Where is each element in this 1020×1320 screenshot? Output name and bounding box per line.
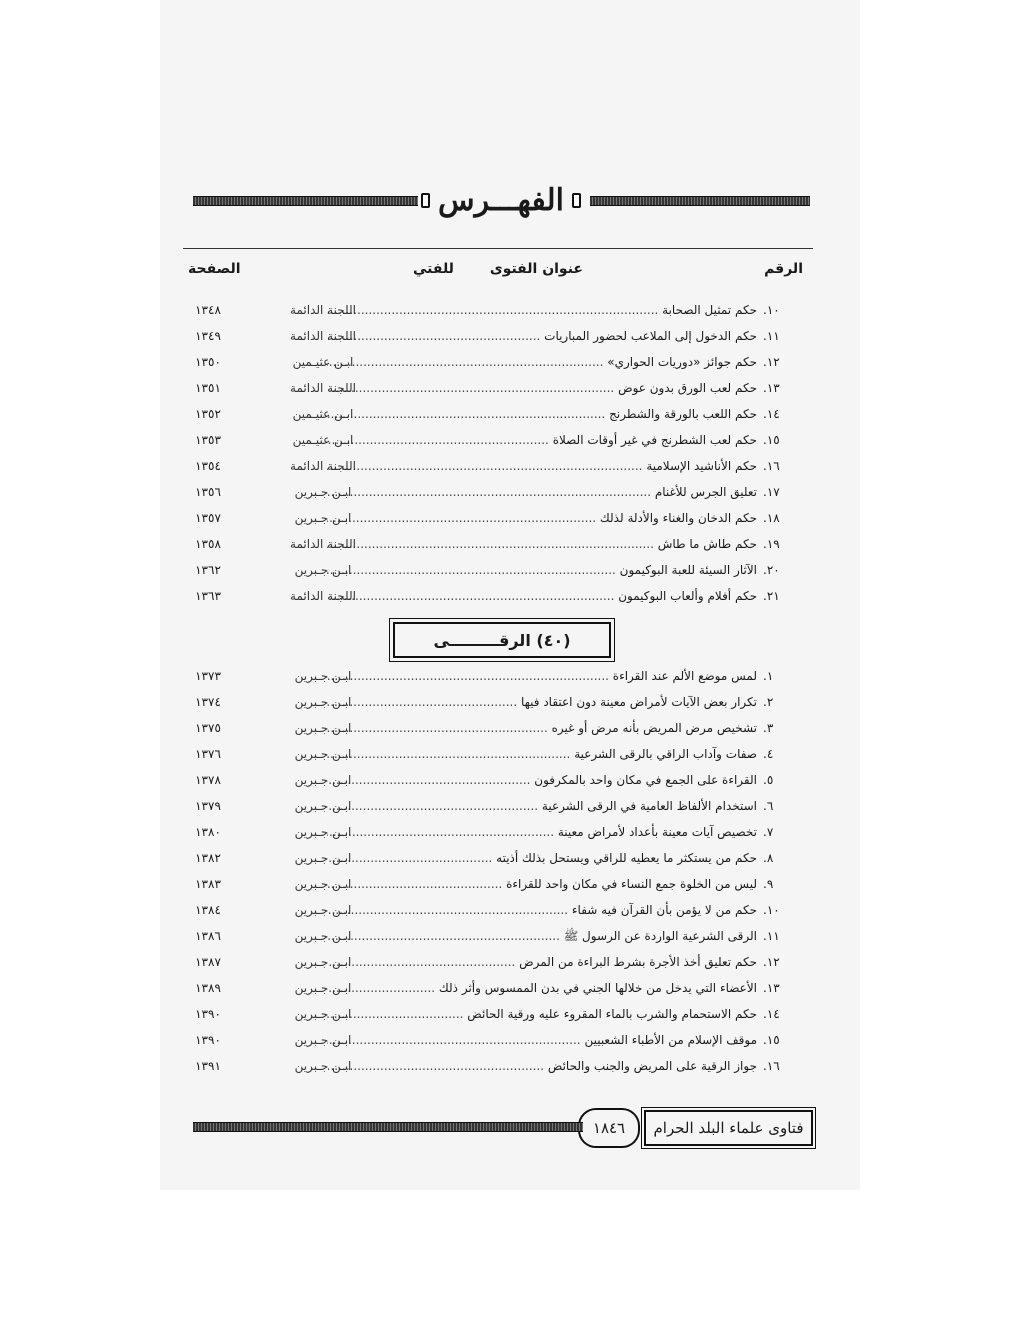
- entry-mufti: ابـن جـبرين: [294, 981, 352, 995]
- entry-page: ١٣٦٣: [195, 589, 221, 603]
- entry-page: ١٣٨٧: [195, 955, 221, 969]
- index-row: [183, 557, 803, 583]
- index-list-1: [183, 297, 803, 609]
- entry-page: ١٣٩١: [195, 1059, 221, 1073]
- entry-page: ١٣٤٨: [195, 303, 221, 317]
- entry-mufti: ابـن جـبرين: [294, 903, 352, 917]
- index-row: [183, 897, 803, 923]
- entry-mufti: اللجنة الدائمة: [290, 537, 356, 551]
- entry-mufti: ابـن عثيـمين: [292, 355, 354, 369]
- index-row: [183, 479, 803, 505]
- entry-title: حكم جوائز «دوريات الحواري» .....: [327, 349, 757, 375]
- entry-title: حكم اللعب بالورقة والشطرنج .....: [327, 401, 757, 427]
- entry-title: حكم طاش ما طاش .....: [327, 531, 757, 557]
- section-heading: (٤٠) الرقـــــــــى: [393, 622, 611, 658]
- entry-number: ٥.: [763, 773, 774, 787]
- header-page: الصفحة: [188, 261, 241, 277]
- entry-page: ١٣٥٠: [195, 355, 221, 369]
- entry-mufti: ابـن جـبرين: [294, 851, 352, 865]
- entry-mufti: اللجنة الدائمة: [290, 459, 356, 473]
- entry-mufti: ابـن جـبرين: [294, 721, 352, 735]
- title-box: [421, 180, 581, 220]
- entry-page: ١٣٥٣: [195, 433, 221, 447]
- entry-number: ٨.: [763, 851, 774, 865]
- title-rule-right: [590, 196, 810, 206]
- entry-number: ١٦.: [763, 1059, 780, 1073]
- entry-title: القراءة على الجمع في مكان واحد بالمكرفون .....: [327, 767, 757, 793]
- entry-number: ١٤.: [763, 1007, 780, 1021]
- entry-page: ١٣٨٣: [195, 877, 221, 891]
- index-row: [183, 349, 803, 375]
- entry-page: ١٣٥٦: [195, 485, 221, 499]
- entry-number: ١٤.: [763, 407, 780, 421]
- index-row: [183, 793, 803, 819]
- entry-page: ١٣٥٧: [195, 511, 221, 525]
- entry-title: حكم من يستكثر ما يعطيه للراقي ويستحل بذلك أذيته .....: [327, 845, 757, 871]
- entry-title: صفات وآداب الراقي بالرقى الشرعية .....: [327, 741, 757, 767]
- entry-number: ١٨.: [763, 511, 780, 525]
- entry-title: حكم من لا يؤمن بأن القرآن فيه شفاء .....: [327, 897, 757, 923]
- entry-title: جواز الرقية على المريض والجنب والحائض .....: [327, 1053, 757, 1079]
- entry-number: ٣.: [763, 721, 774, 735]
- entry-page: ١٣٨٠: [195, 825, 221, 839]
- entry-number: ٩.: [763, 877, 774, 891]
- entry-number: ١٩.: [763, 537, 780, 551]
- entry-number: ٢.: [763, 695, 774, 709]
- entry-mufti: ابـن عثيـمين: [292, 433, 354, 447]
- entry-page: ١٣٦٢: [195, 563, 221, 577]
- entry-title: تكرار بعض الآيات لأمراض معينة دون اعتقاد فيها .....: [327, 689, 757, 715]
- index-row: [183, 401, 803, 427]
- entry-number: ١١.: [763, 929, 780, 943]
- header-mufti: للفتي: [413, 261, 454, 277]
- entry-mufti: ابـن جـبرين: [294, 825, 352, 839]
- entry-title: حكم لعب الشطرنج في غير أوقات الصلاة .....: [327, 427, 757, 453]
- entry-mufti: ابـن جـبرين: [294, 929, 352, 943]
- entry-mufti: اللجنة الدائمة: [290, 589, 356, 603]
- index-row: [183, 871, 803, 897]
- column-headers: [183, 248, 813, 279]
- entry-mufti: ابـن جـبرين: [294, 563, 352, 577]
- entry-mufti: ابـن جـبرين: [294, 799, 352, 813]
- entry-number: ١٥.: [763, 433, 780, 447]
- entry-mufti: ابـن جـبرين: [294, 1059, 352, 1073]
- header-title: عنوان الفتوى: [489, 261, 583, 277]
- entry-number: ١٢.: [763, 955, 780, 969]
- index-list-2: [183, 663, 803, 1079]
- entry-number: ١٢.: [763, 355, 780, 369]
- entry-title: تشخيص مرض المريض بأنه مرض أو غيره .....: [327, 715, 757, 741]
- entry-number: ٢٠.: [763, 563, 780, 577]
- entry-page: ١٣٥١: [195, 381, 221, 395]
- index-row: [183, 531, 803, 557]
- entry-mufti: ابـن جـبرين: [294, 955, 352, 969]
- entry-mufti: ابـن عثيـمين: [292, 407, 354, 421]
- entry-title: حكم أفلام وألعاب البوكيمون .....: [327, 583, 757, 609]
- entry-page: ١٣٧٣: [195, 669, 221, 683]
- entry-number: ١٧.: [763, 485, 780, 499]
- entry-page: ١٣٨٤: [195, 903, 221, 917]
- entry-page: ١٣٨٢: [195, 851, 221, 865]
- entry-title: موقف الإسلام من الأطباء الشعبيين .....: [327, 1027, 757, 1053]
- square-ornament-icon: [572, 193, 581, 208]
- entry-mufti: ابـن جـبرين: [294, 511, 352, 525]
- entry-page: ١٣٤٩: [195, 329, 221, 343]
- index-row: [183, 923, 803, 949]
- entry-number: ٤.: [763, 747, 774, 761]
- entry-mufti: ابـن جـبرين: [294, 485, 352, 499]
- entry-mufti: ابـن جـبرين: [294, 877, 352, 891]
- entry-title: الآثار السيئة للعبة البوكيمون .....: [327, 557, 757, 583]
- index-row: [183, 297, 803, 323]
- entry-number: ٧.: [763, 825, 774, 839]
- entry-title: حكم الأناشيد الإسلامية .....: [327, 453, 757, 479]
- index-row: [183, 427, 803, 453]
- entry-number: ٦.: [763, 799, 774, 813]
- page-footer: [193, 1108, 813, 1148]
- entry-title: استخدام الألفاظ العامية في الرقى الشرعية .....: [327, 793, 757, 819]
- entry-title: حكم الاستحمام والشرب بالماء المقروء عليه ورقية الحائض .....: [327, 1001, 757, 1027]
- entry-number: ٢١.: [763, 589, 780, 603]
- entry-mufti: ابـن جـبرين: [294, 773, 352, 787]
- entry-mufti: ابـن جـبرين: [294, 1033, 352, 1047]
- page-title: الفهـــرس: [437, 182, 565, 218]
- entry-number: ١٦.: [763, 459, 780, 473]
- index-row: [183, 715, 803, 741]
- entry-page: ١٣٧٤: [195, 695, 221, 709]
- title-rule-left: [193, 196, 418, 206]
- footer-rule: [193, 1122, 583, 1132]
- index-row: [183, 375, 803, 401]
- entry-number: ١١.: [763, 329, 780, 343]
- index-row: [183, 975, 803, 1001]
- entry-number: ١٣.: [763, 981, 780, 995]
- entry-number: ١٥.: [763, 1033, 780, 1047]
- index-row: [183, 949, 803, 975]
- index-row: [183, 1001, 803, 1027]
- entry-page: ١٣٧٥: [195, 721, 221, 735]
- entry-page: ١٣٥٤: [195, 459, 221, 473]
- index-row: [183, 323, 803, 349]
- index-row: [183, 741, 803, 767]
- header-number: الرقم: [764, 261, 803, 277]
- entry-mufti: ابـن جـبرين: [294, 695, 352, 709]
- index-row: [183, 583, 803, 609]
- entry-page: ١٣٧٨: [195, 773, 221, 787]
- entry-number: ١٠.: [763, 303, 780, 317]
- index-row: [183, 819, 803, 845]
- entry-title: الأعضاء التي يدخل من خلالها الجني في بدن الممسوس وأثر ذلك .....: [327, 975, 757, 1001]
- entry-mufti: ابـن جـبرين: [294, 1007, 352, 1021]
- page-number: ١٨٤٦: [578, 1108, 640, 1148]
- entry-title: حكم لعب الورق بدون عوض .....: [327, 375, 757, 401]
- entry-number: ١٠.: [763, 903, 780, 917]
- entry-title: تخصيص آيات معينة بأعداد لأمراض معينة .....: [327, 819, 757, 845]
- entry-mufti: اللجنة الدائمة: [290, 303, 356, 317]
- index-row: [183, 767, 803, 793]
- book-title: فتاوى علماء البلد الحرام: [644, 1110, 813, 1146]
- entry-title: لمس موضع الألم عند القراءة .....: [327, 663, 757, 689]
- entry-title: ليس من الخلوة جمع النساء في مكان واحد للقراءة .....: [327, 871, 757, 897]
- entry-page: ١٣٧٩: [195, 799, 221, 813]
- entry-page: ١٣٩٠: [195, 1007, 221, 1021]
- entry-mufti: اللجنة الدائمة: [290, 381, 356, 395]
- index-row: [183, 1027, 803, 1053]
- entry-page: ١٣٩٠: [195, 1033, 221, 1047]
- index-row: [183, 1053, 803, 1079]
- index-title-band: [193, 180, 810, 220]
- entry-title: حكم الدخان والغناء والأدلة لذلك .....: [327, 505, 757, 531]
- entry-page: ١٣٥٨: [195, 537, 221, 551]
- entry-title: الرقى الشرعية الواردة عن الرسول ﷺ .....: [327, 923, 757, 949]
- index-row: [183, 689, 803, 715]
- entry-mufti: ابـن جـبرين: [294, 669, 352, 683]
- entry-title: تعليق الجرس للأغنام .....: [327, 479, 757, 505]
- entry-title: حكم تعليق أخذ الأجرة بشرط البراءة من المرض .....: [327, 949, 757, 975]
- entry-page: ١٣٨٩: [195, 981, 221, 995]
- entry-mufti: ابـن جـبرين: [294, 747, 352, 761]
- index-row: [183, 845, 803, 871]
- index-row: [183, 505, 803, 531]
- entry-number: ١.: [763, 669, 774, 683]
- index-row: [183, 663, 803, 689]
- entry-page: ١٣٥٢: [195, 407, 221, 421]
- index-row: [183, 453, 803, 479]
- entry-page: ١٣٨٦: [195, 929, 221, 943]
- square-ornament-icon: [421, 193, 430, 208]
- entry-title: حكم تمثيل الصحابة .....: [327, 297, 757, 323]
- entry-number: ١٣.: [763, 381, 780, 395]
- entry-page: ١٣٧٦: [195, 747, 221, 761]
- entry-mufti: اللجنة الدائمة: [290, 329, 356, 343]
- entry-title: حكم الدخول إلى الملاعب لحضور المباريات .....: [327, 323, 757, 349]
